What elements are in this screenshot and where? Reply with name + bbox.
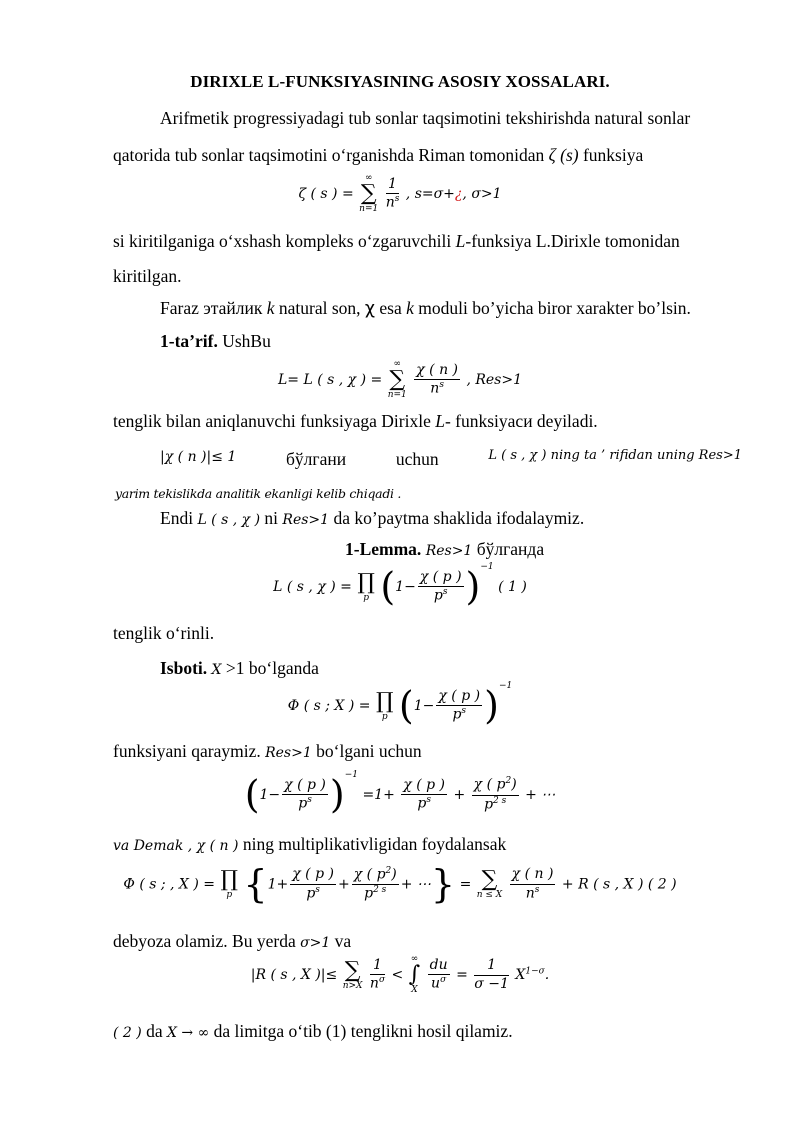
math-inline: X → ∞ — [167, 1025, 210, 1041]
equation-lemma — [0, 562, 800, 612]
eq-lhs: |R ( s , X )|≤ — [250, 967, 338, 983]
eq-term: = — [459, 876, 472, 893]
numerator: du — [428, 957, 450, 976]
product-operator — [220, 869, 238, 900]
numerator — [472, 776, 519, 795]
right-paren-icon: ) — [465, 564, 481, 609]
eq-term: + — [453, 787, 466, 803]
text-span: funksiyani qaraymiz. — [113, 741, 266, 761]
k-symbol: k — [266, 298, 275, 318]
definition-label: 1-ta’rif. — [160, 331, 218, 351]
sum-lower: n=1 — [359, 204, 379, 214]
sum-lower: n>X — [342, 980, 363, 991]
fraction — [436, 688, 482, 725]
eq-term: = — [456, 967, 468, 983]
text-span: бўлгани — [286, 449, 347, 469]
math-inline: Res>1 — [425, 543, 473, 559]
exponent: 1−σ — [525, 966, 545, 977]
left-brace-icon: { — [243, 862, 268, 906]
zeta-symbol: ζ (s) — [548, 145, 579, 165]
page-title: DIRIXLE L-FUNKSIYASINING ASOSIY XOSSALARI. — [190, 72, 610, 91]
int-upper: ∞ — [410, 954, 419, 964]
den-base: p — [298, 795, 308, 812]
den-base: u — [431, 975, 441, 992]
den-base: p — [364, 885, 374, 902]
den-base: n — [369, 975, 379, 992]
integral-operator — [409, 955, 420, 995]
math-inline: ( 2 ) — [113, 1025, 142, 1041]
fraction — [290, 866, 336, 903]
text-span: da ko’paytma shaklida ifodalaymiz. — [329, 508, 585, 528]
text-span: ni — [260, 508, 283, 528]
paragraph-line — [113, 230, 741, 253]
den-exp: s — [439, 380, 444, 391]
text-span: va — [330, 931, 352, 951]
sigma-icon: ∑ — [360, 181, 377, 206]
numerator: χ ( p ) — [282, 777, 328, 796]
eq-term: < — [391, 967, 404, 983]
text-span: esa — [375, 298, 407, 318]
fraction — [510, 866, 556, 903]
sum-operator — [477, 869, 502, 900]
denominator — [401, 795, 447, 813]
numerator: 1 — [474, 957, 509, 976]
text-span: moduli bo’yicha biror xarakter bo’lsin. — [413, 298, 691, 318]
text-span: uchun — [395, 449, 439, 469]
math-inline: X — [211, 662, 222, 678]
left-paren-icon: ( — [380, 564, 396, 609]
int-lower: X — [411, 985, 418, 995]
den-base: n — [385, 194, 395, 211]
den-exp: 2 s — [493, 795, 507, 806]
text-span: tenglik bilan aniqlanuvchi funksiyaga Dirixle — [113, 411, 436, 431]
den-base: p — [306, 885, 316, 902]
paragraph-line — [113, 410, 741, 433]
denominator — [436, 706, 482, 724]
right-paren-icon: ) — [329, 772, 345, 817]
text-span: ning multiplikativligidan foydalansak — [238, 834, 507, 854]
den-exp: s — [426, 795, 431, 806]
fraction — [386, 176, 400, 213]
denominator — [428, 975, 450, 993]
eq-term: 1− — [259, 787, 281, 803]
equation-R — [0, 955, 800, 995]
den-exp: s — [534, 884, 540, 895]
text-span: debyoza olamiz. Bu yerda — [113, 931, 301, 951]
denominator — [386, 194, 400, 212]
eq-term: =1+ — [362, 787, 395, 803]
fraction — [418, 569, 464, 606]
eq-lhs: L= L ( s , χ ) = — [277, 372, 383, 388]
text-span: bo‘lgani uchun — [311, 741, 422, 761]
fraction — [472, 776, 519, 813]
equation-series — [0, 770, 800, 820]
product-operator — [375, 688, 394, 722]
eq-term: + ⋯ — [525, 787, 556, 803]
den-exp: s — [315, 884, 320, 895]
denominator — [414, 380, 460, 398]
fraction — [370, 957, 385, 994]
equation-phi2 — [0, 860, 800, 909]
sum-operator — [359, 174, 378, 214]
text-span: >1 bo‘lganda — [221, 658, 319, 678]
chi-symbol: χ — [364, 299, 376, 319]
numerator: 1 — [370, 957, 385, 976]
den-base: p — [433, 587, 443, 604]
eq-lhs: L ( s , χ ) = — [273, 579, 352, 595]
paragraph-line — [113, 144, 741, 167]
sum-upper: ∞ — [393, 359, 401, 369]
text-span: Arifmetik progressiyadagi tub sonlar taqsimotini tekshirishda natural sonlar — [160, 108, 691, 128]
denominator: σ −1 — [474, 975, 509, 992]
right-brace-icon: } — [430, 862, 456, 906]
eq-rhs: , s=σ+ — [405, 186, 455, 202]
eq-term: X — [515, 967, 526, 983]
denominator — [290, 885, 336, 903]
denominator — [472, 796, 519, 814]
numerator: χ ( p ) — [418, 569, 464, 588]
paragraph-line — [113, 930, 741, 953]
text-span: da limitga o‘tib (1) tenglikni hosil qilamiz. — [209, 1021, 513, 1041]
num-base: χ ( p — [473, 777, 506, 793]
math-inline: va Demak , χ ( n ) — [113, 838, 239, 854]
paragraph-line — [115, 481, 743, 504]
eq-term: 1− — [395, 579, 416, 595]
eq-term: + ⋯ — [400, 876, 431, 893]
text-span: qatorida tub sonlar taqsimotini o‘rganishda Riman tomonidan — [113, 145, 549, 165]
text-span: funksiya — [578, 145, 644, 165]
fraction — [474, 957, 509, 993]
denominator — [352, 885, 399, 903]
equation-phi — [0, 681, 800, 731]
eq-lhs: Φ ( s ; X ) = — [287, 698, 371, 714]
den-base: n — [430, 380, 440, 397]
text-span: UshBu — [217, 331, 271, 351]
math-inline: L ( s , χ ) ning ta ’ rifidan uning Res>1 — [488, 448, 742, 463]
denominator — [510, 885, 556, 903]
numerator — [352, 866, 399, 885]
proof-heading — [160, 657, 742, 680]
text-span: natural son, — [274, 298, 365, 318]
math-inline: |χ ( n )|≤ 1 — [160, 449, 237, 465]
math-inline: Res>1 — [265, 745, 312, 761]
numerator: χ ( n ) — [510, 866, 556, 885]
sum-upper: ∞ — [364, 173, 373, 183]
fraction — [352, 866, 399, 903]
paragraph-line: kiritilgan. — [113, 266, 182, 286]
text-span: si kiritilganiga o‘xshash kompleks o‘zgaruvchili — [113, 231, 456, 251]
lemma-label: 1-Lemma. — [345, 539, 422, 559]
product-icon: ∏ — [375, 688, 394, 714]
text-span: бўлганда — [472, 539, 545, 559]
definition-heading — [160, 330, 742, 353]
sigma-icon: ∑ — [344, 957, 361, 983]
num-exp: 2 — [505, 776, 512, 787]
text-span: -funksiya L.Dirixle tomonidan — [465, 231, 680, 251]
eq-term: + — [337, 876, 350, 893]
sum-lower: n ≤ X — [476, 890, 503, 901]
numerator: χ ( p ) — [401, 777, 447, 796]
denominator — [370, 975, 385, 993]
paragraph-line: tenglik o‘rinli. — [113, 623, 215, 643]
paragraph-line — [113, 1020, 741, 1043]
num-base: χ ( p — [353, 866, 386, 883]
eq-lhs: Φ ( s ; , X ) = — [123, 876, 215, 893]
text-span: - funksiyaси deyiladi. — [444, 411, 598, 431]
denominator — [418, 587, 464, 605]
den-base: p — [417, 795, 427, 812]
left-paren-icon: ( — [398, 683, 414, 728]
product-icon: ∏ — [220, 867, 238, 893]
math-inline: Res>1 — [282, 512, 330, 528]
den-base: n — [525, 885, 535, 902]
equation-L — [0, 360, 800, 400]
lemma-heading — [345, 538, 745, 561]
fraction — [282, 777, 328, 814]
den-exp: s — [394, 194, 400, 205]
exponent: −1 — [344, 770, 358, 780]
sum-operator — [388, 360, 407, 400]
fraction — [428, 957, 450, 994]
L-symbol: L — [455, 231, 466, 251]
equation-zeta — [0, 174, 800, 214]
exponent: −1 — [480, 562, 494, 572]
paragraph-line — [113, 833, 741, 856]
den-exp: s — [461, 706, 467, 717]
num-close: ) — [391, 866, 397, 883]
math-inline: σ>1 — [300, 935, 331, 951]
num-exp: 2 — [385, 866, 392, 877]
sigma-icon: ∑ — [389, 367, 406, 392]
text-span: Endi — [160, 508, 198, 528]
den-base: p — [484, 796, 494, 813]
den-exp: s — [307, 795, 312, 806]
eq-red-char: ¿ — [454, 186, 463, 202]
integral-icon: ∫ — [408, 962, 421, 987]
numerator: χ ( n ) — [414, 362, 460, 381]
L-symbol: L — [435, 411, 445, 431]
fraction — [414, 362, 460, 399]
paragraph-line — [160, 297, 742, 321]
left-paren-icon: ( — [244, 772, 260, 817]
paragraph-line — [160, 507, 742, 530]
sum-lower: n=1 — [387, 390, 407, 400]
den-base: p — [452, 706, 462, 723]
den-exp: σ — [378, 975, 386, 986]
numerator: χ ( p ) — [436, 688, 482, 707]
prod-lower: p — [363, 592, 370, 603]
sum-operator — [342, 957, 363, 991]
product-operator — [357, 569, 375, 603]
paragraph-line — [113, 740, 741, 763]
text-span: Faraz этайлик — [160, 298, 267, 318]
proof-label: Isboti. — [160, 658, 208, 678]
product-icon: ∏ — [357, 569, 375, 595]
numerator: 1 — [386, 176, 400, 195]
text-span: da — [141, 1021, 168, 1041]
eq-term: 1+ — [267, 876, 289, 893]
sigma-icon: ∑ — [481, 867, 498, 893]
eq-term: . — [544, 967, 550, 983]
prod-lower: p — [226, 890, 233, 901]
eq-rhs: , σ>1 — [462, 186, 502, 202]
math-inline: L ( s , χ ) — [197, 512, 261, 528]
den-exp: s — [442, 587, 448, 598]
prod-lower: p — [381, 711, 388, 722]
den-exp: 2 s — [373, 885, 387, 896]
eq-rhs: , Res>1 — [466, 372, 523, 388]
eq-term: 1− — [413, 698, 435, 714]
math-inline: yarim tekislikda analitik ekanligi kelib chiqadi . — [115, 486, 402, 501]
right-paren-icon: ) — [484, 683, 499, 728]
den-exp: σ — [440, 975, 447, 986]
paragraph-line — [160, 448, 742, 471]
denominator — [282, 795, 328, 813]
eq-lhs: ζ ( s ) = — [298, 186, 354, 202]
paragraph-line — [160, 107, 742, 130]
exponent: −1 — [498, 681, 513, 691]
fraction — [401, 777, 447, 814]
k-symbol: k — [406, 298, 414, 318]
num-close: ) — [511, 777, 517, 793]
numerator: χ ( p ) — [290, 866, 336, 885]
eq-rhs: + R ( s , X ) ( 2 ) — [561, 876, 677, 893]
equation-tag: ( 1 ) — [498, 579, 527, 595]
